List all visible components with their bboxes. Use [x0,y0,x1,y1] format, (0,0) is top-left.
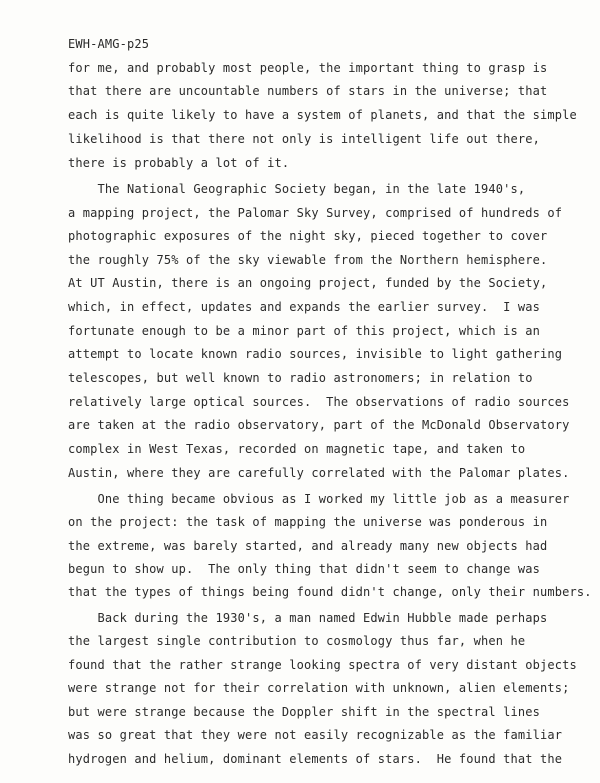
text-line: that there are uncountable numbers of stars in the universe; that [68,84,548,98]
text-line: for me, and probably most people, the important thing to grasp is [68,61,548,75]
text-line: the roughly 75% of the sky viewable from the Northern hemisphere. [68,253,548,267]
text-line: hydrogen and helium, dominant elements of stars. He found that the [68,752,563,766]
text-line: At UT Austin, there is an ongoing project, funded by the Society, [68,276,548,290]
text-line: One thing became obvious as I worked my little job as a measurer [68,492,570,506]
text-line: photographic exposures of the night sky, pieced together to cover [68,229,548,243]
text-line: the largest single contribution to cosmology thus far, when he [68,634,526,648]
page-header: EWH-AMG-p25 [68,37,150,51]
text-line: complex in West Texas, recorded on magnetic tape, and taken to [68,442,526,456]
text-line: begun to show up. The only thing that didn't seem to change was [68,562,540,576]
text-line: Back during the 1930's, a man named Edwin Hubble made perhaps [68,611,548,625]
text-line: but were strange because the Doppler shift in the spectral lines [68,705,540,719]
text-line: the extreme, was barely started, and already many new objects had [68,539,548,553]
text-line: a mapping project, the Palomar Sky Survey, comprised of hundreds of [68,206,563,220]
text-line: found that the rather strange looking spectra of very distant objects [68,658,577,672]
text-line: The National Geographic Society began, in the late 1940's, [68,182,526,196]
text-line: which, in effect, updates and expands the earlier survey. I was [68,300,540,314]
text-line: Austin, where they are carefully correlated with the Palomar plates. [68,466,570,480]
text-line: telescopes, but well known to radio astronomers; in relation to [68,371,533,385]
text-line: was so great that they were not easily recognizable as the familiar [68,728,563,742]
text-line: attempt to locate known radio sources, invisible to light gathering [68,347,563,361]
text-line: each is quite likely to have a system of planets, and that the simple [68,108,577,122]
text-line: were strange not for their correlation with unknown, alien elements; [68,681,570,695]
text-line: on the project: the task of mapping the universe was ponderous in [68,515,548,529]
text-line: are taken at the radio observatory, part of the McDonald Observatory [68,418,570,432]
text-line: that the types of things being found didn't change, only their numbers. [68,585,592,599]
text-line: likelihood is that there not only is intelligent life out there, [68,132,540,146]
text-line: there is probably a lot of it. [68,156,290,170]
text-line: fortunate enough to be a minor part of this project, which is an [68,324,540,338]
text-line: relatively large optical sources. The observations of radio sources [68,395,570,409]
